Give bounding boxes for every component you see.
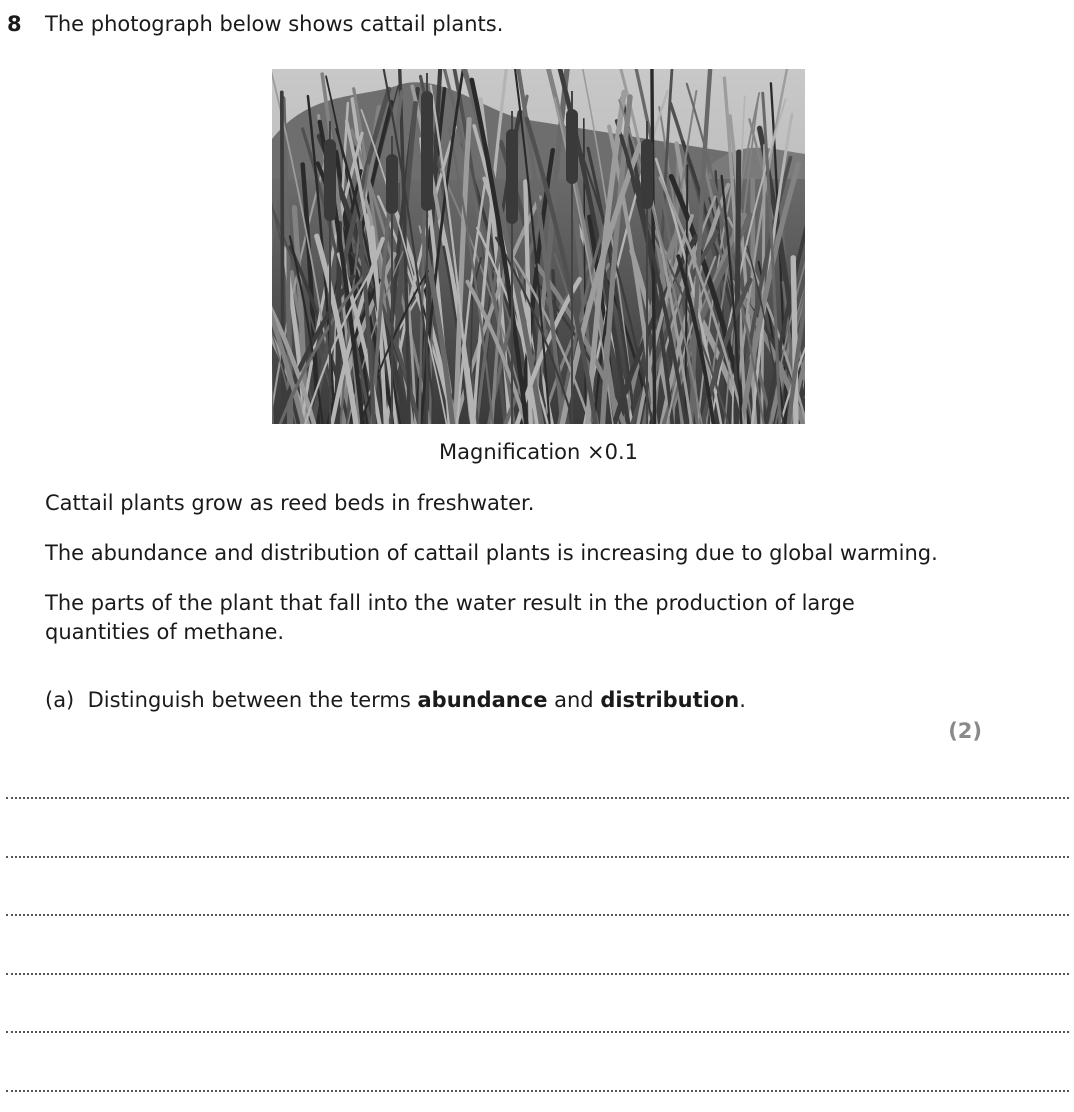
part-a-label: (a)	[45, 688, 75, 712]
cattail-photo	[272, 69, 805, 424]
cattail-head	[421, 91, 433, 211]
part-a-question	[45, 688, 746, 712]
cattail-head	[324, 139, 336, 221]
answer-line[interactable]	[6, 1031, 1069, 1033]
paragraph-global-warming: The abundance and distribution of cattail plants is increasing due to global warming.	[45, 541, 938, 565]
part-a-and: and	[554, 688, 594, 712]
reed-blade	[282, 92, 283, 424]
cattail-head	[506, 129, 518, 224]
term-distribution: distribution	[600, 688, 740, 712]
cattail-head	[641, 139, 653, 209]
cattail-head	[566, 109, 578, 184]
answer-line[interactable]	[6, 856, 1069, 858]
answer-line[interactable]	[6, 797, 1069, 799]
answer-line[interactable]	[6, 1090, 1069, 1092]
answer-line[interactable]	[6, 973, 1069, 975]
answer-line[interactable]	[6, 914, 1069, 916]
part-a-end: .	[739, 688, 746, 712]
paragraph-habitat: Cattail plants grow as reed beds in freshwater.	[45, 491, 535, 515]
paragraph-methane: The parts of the plant that fall into the water result in the production of large quantities of methane.	[45, 591, 855, 644]
part-a-text: Distinguish between the terms	[87, 688, 411, 712]
question-number: 8	[7, 12, 22, 36]
question-intro: The photograph below shows cattail plants.	[45, 12, 504, 36]
marks-indicator: (2)	[948, 719, 982, 743]
photo-caption: Magnification ×0.1	[439, 440, 638, 464]
cattail-head	[386, 154, 398, 214]
term-abundance: abundance	[417, 688, 548, 712]
